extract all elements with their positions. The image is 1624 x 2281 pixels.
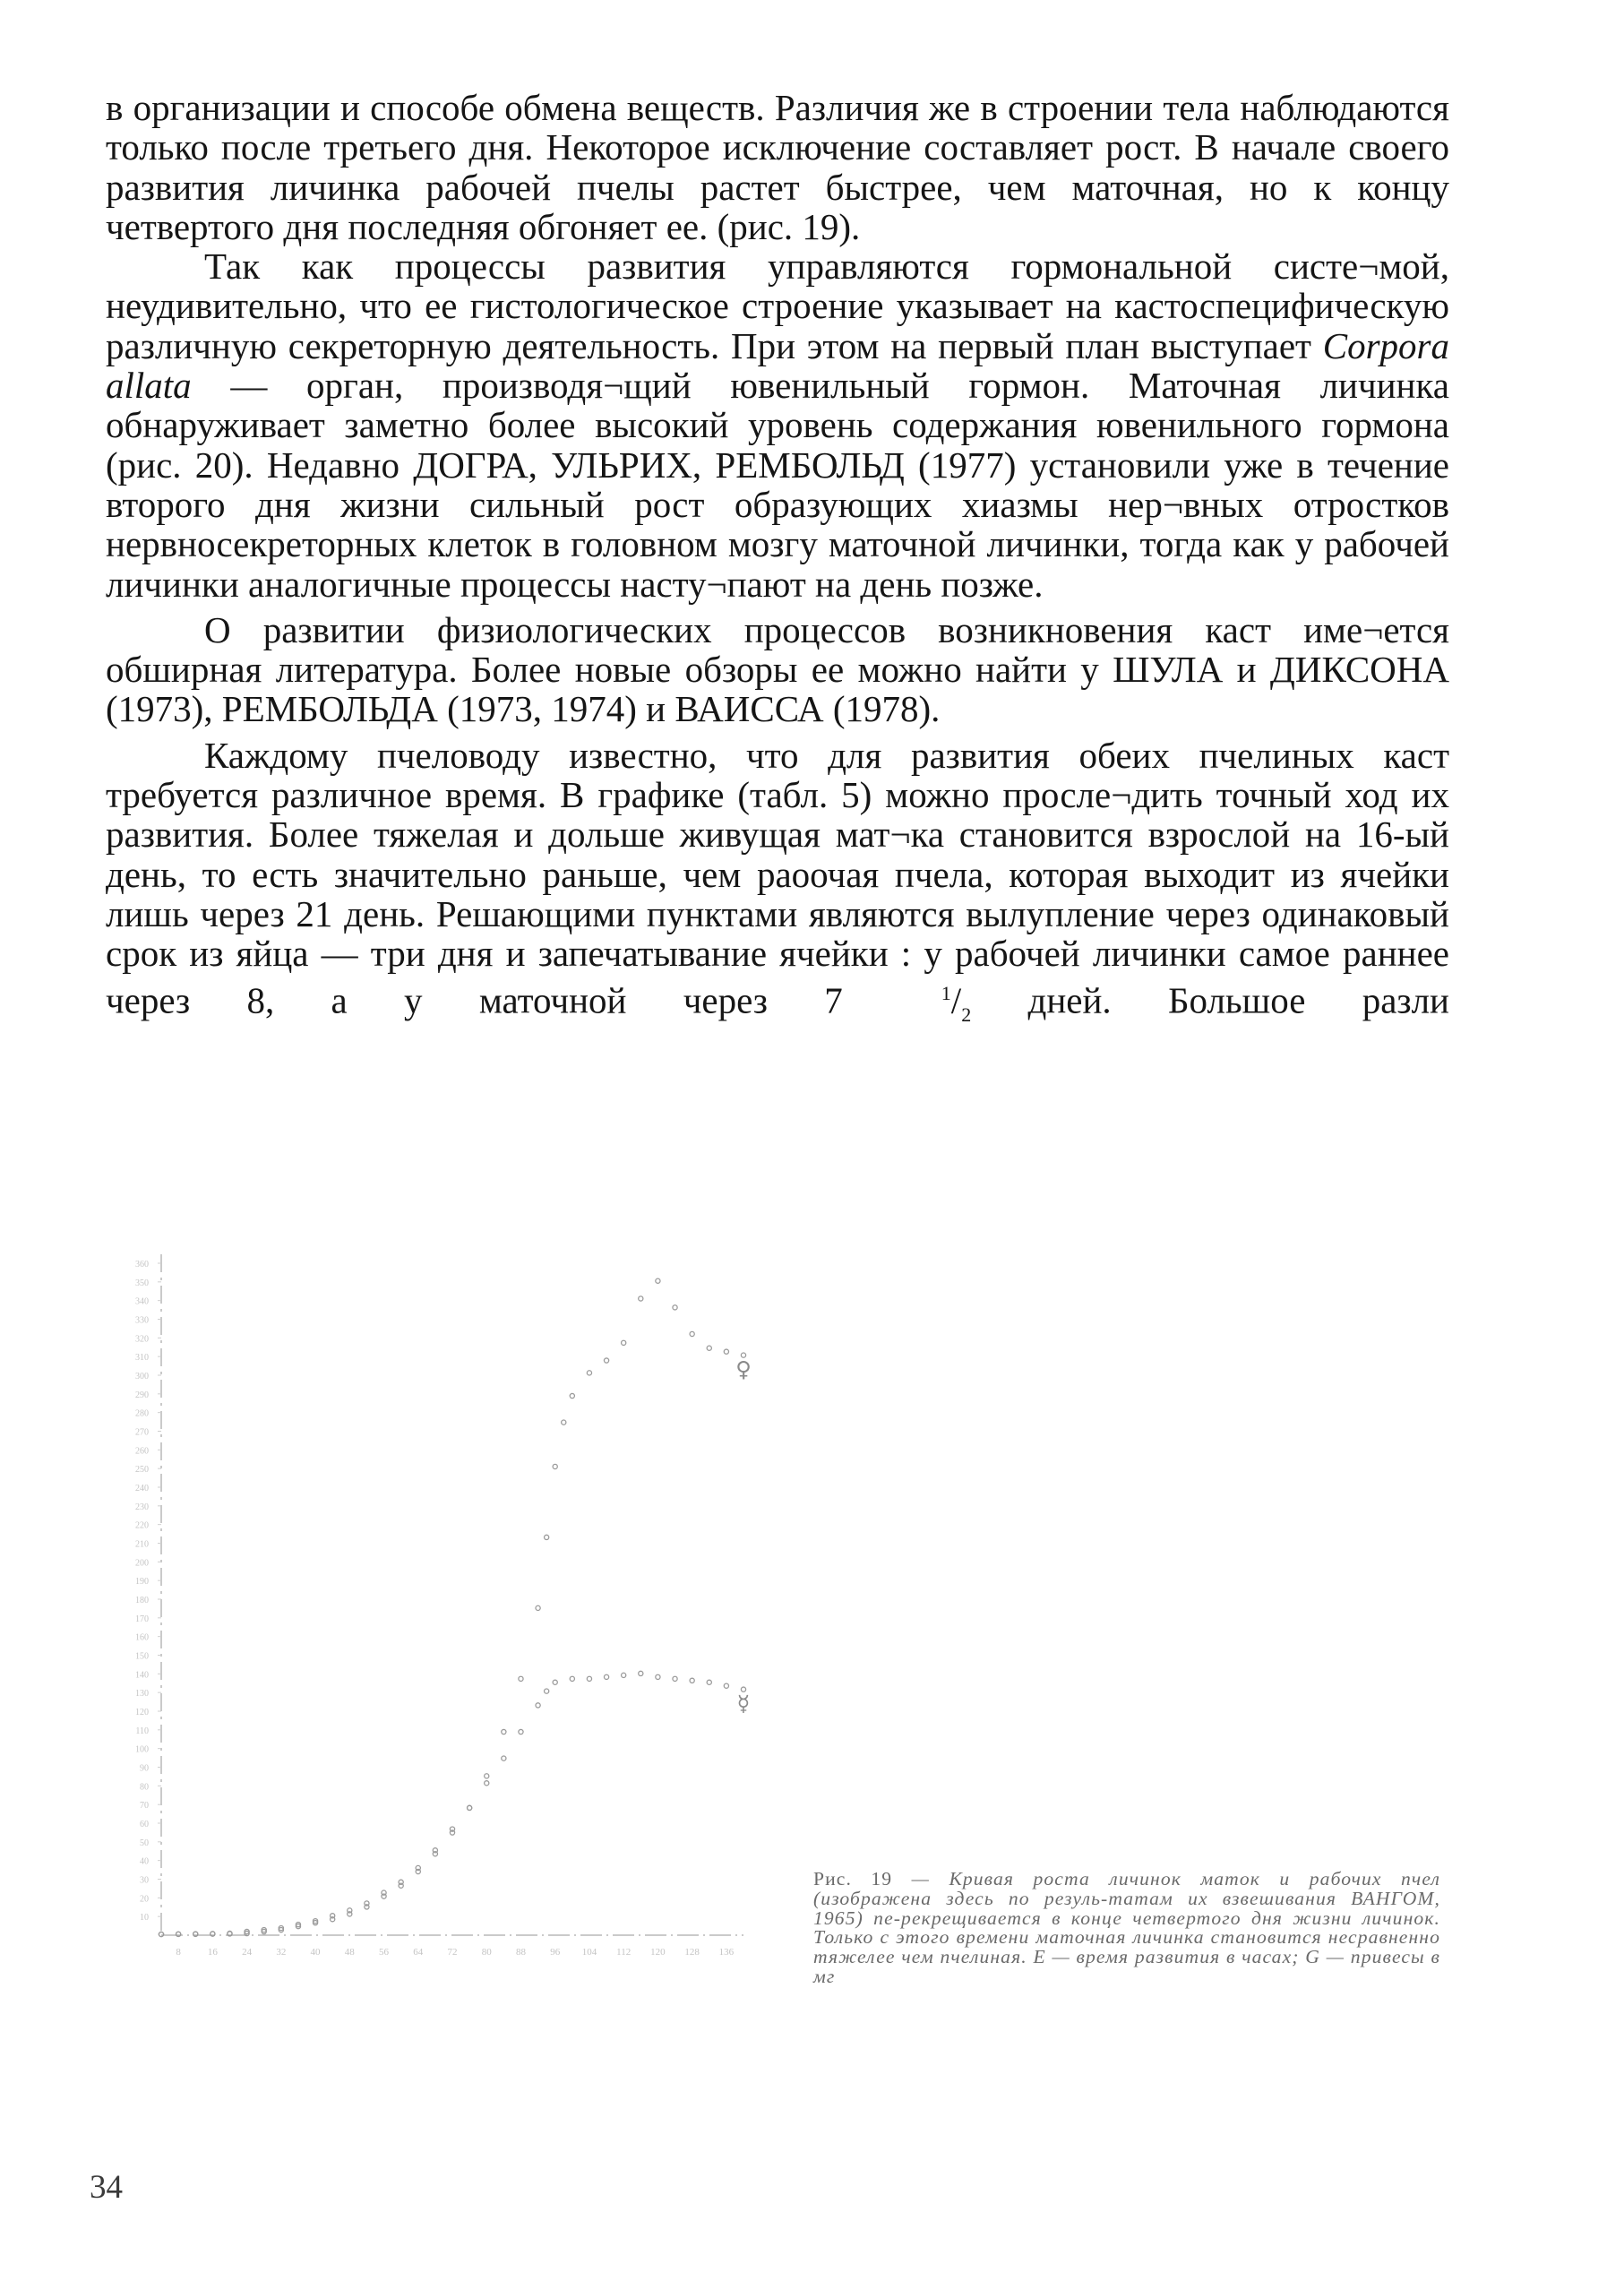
queen-series-point: [545, 1535, 549, 1539]
x-tick-label: 112: [616, 1947, 632, 1958]
y-tick-label: 220: [135, 1520, 149, 1531]
queen-series-point: [570, 1393, 574, 1398]
worker-series-point: [570, 1676, 574, 1681]
fraction-numerator: 1: [941, 981, 951, 1004]
x-tick-label: 24: [242, 1947, 253, 1958]
y-tick-label: 260: [135, 1446, 149, 1457]
page-number: 34: [90, 2169, 123, 2206]
caption-text: — Кривая роста личинок маток и рабочих пчел (изображена здесь по резуль-татам их взвешивания ВАНГОМ, 1965) пе-рекрещивается в конце четвертого дня жизни личинок. Только с этого времени маточная личинка становится несравненно тяжелее чем пчелиная. Е — время развития в часах; G — привесы в мг: [813, 1868, 1440, 1987]
paragraph-1: в организации и способе обмена веществ. Различия же в строении тела наблюдаются только после третьего дня. Некоторое исключение составляет рост. В начале своего развития личинка рабочей пчелы растет быстрее, чем маточная, но к концу четвертого дня последняя обгоняет ее. (рис. 19).: [106, 87, 1449, 247]
queen-series-point: [587, 1371, 591, 1375]
worker-series-point: [485, 1781, 489, 1786]
y-tick-label: 100: [135, 1744, 149, 1755]
worker-series-point: [622, 1673, 626, 1677]
y-tick-label: 300: [135, 1372, 149, 1382]
y-tick-label: 230: [135, 1502, 149, 1512]
y-tick-label: 80: [140, 1782, 149, 1793]
growth-curve-figure: [81, 1236, 779, 2043]
queen-series-point: [604, 1358, 608, 1363]
y-tick-label: 190: [135, 1577, 149, 1588]
queen-series-point: [536, 1605, 540, 1610]
y-tick-label: 140: [135, 1670, 149, 1681]
x-tick-label: 104: [581, 1947, 597, 1958]
y-tick-label: 60: [140, 1820, 149, 1829]
worker-series-point: [587, 1676, 591, 1681]
body-text: [106, 88, 1449, 1035]
y-tick-label: 170: [135, 1614, 149, 1624]
x-tick-label: 72: [447, 1947, 458, 1958]
worker-series-point: [519, 1729, 523, 1734]
worker-series-point: [673, 1676, 677, 1681]
worker-series-point: [656, 1674, 660, 1679]
paragraph-4-start: Каждому пчеловоду известно, что для развития обеих пчелиных каст требуется различное время. В графике (табл. 5) можно просле¬дить точный ход их развития. Более тяжелая и дольше живущая мат¬ка становится взрослой на 16-ый день, то есть значительно раньше, чем раоочая пчела, которая выходит из ячейки лишь через 21 день. Решающими пунктами являются вылупление через одинаковый срок из яйца — три дня и запечатывание ячейки : у рабочей личинки самое раннее через 8, а у маточной через 7: [106, 734, 1449, 1021]
worker-series-point: [604, 1674, 608, 1679]
fraction-one-half: [843, 974, 971, 1035]
y-tick-label: 290: [135, 1390, 149, 1400]
y-tick-label: 130: [135, 1689, 149, 1700]
paragraph-2-start: Так как процессы развития управляются гормональной систе¬мой, неудивительно, что ее гистологическое строение указывает на кастоспецифическую различную секреторную деятельность. При этом на первый план выступает: [106, 245, 1449, 366]
y-tick-label: 110: [135, 1726, 149, 1736]
worker-series-point: [159, 1932, 163, 1936]
paragraph-2-end: — орган, производя¬щий ювенильный гормон. Маточная личинка обнаруживает заметно более высокий уровень содержания ювенильного гормона (рис. 20). Недавно ДОГРА, УЛЬРИХ, РЕМБОЛЬД (1977) установили уже в течение второго дня жизни сильный рост образующих хиазмы нер¬вных отростков нервносекреторных клеток в головном мозгу маточной личинки, тогда как у рабочей личинки аналогичные процессы насту¬пают на день позже.: [106, 365, 1449, 605]
queen-series-point: [553, 1464, 557, 1468]
worker-symbol-label: ☿: [736, 1691, 751, 1717]
x-tick-label: 40: [310, 1947, 321, 1958]
y-tick-label: 280: [135, 1408, 149, 1419]
queen-symbol-label: ♀: [735, 1356, 752, 1382]
y-tick-label: 320: [135, 1334, 149, 1345]
y-tick-label: 150: [135, 1651, 149, 1662]
x-tick-label: 80: [481, 1947, 492, 1958]
worker-series-point: [502, 1756, 506, 1760]
y-tick-label: 240: [135, 1484, 149, 1493]
queen-series-point: [562, 1420, 566, 1425]
queen-series-point: [656, 1278, 660, 1283]
y-tick-label: 40: [140, 1856, 149, 1867]
paragraph-4: [106, 736, 1449, 1035]
x-tick-label: 96: [550, 1947, 561, 1958]
y-tick-label: 250: [135, 1465, 149, 1476]
x-tick-label: 128: [684, 1947, 700, 1958]
growth-chart: [81, 1236, 779, 2043]
x-tick-label: 88: [515, 1947, 526, 1958]
x-tick-label: 8: [176, 1947, 181, 1958]
queen-series-point: [622, 1340, 626, 1345]
y-tick-label: 10: [140, 1913, 149, 1924]
worker-series-point: [536, 1703, 540, 1708]
fraction-slash: /: [950, 979, 962, 1021]
worker-series-point: [690, 1678, 694, 1683]
y-tick-label: 120: [135, 1708, 149, 1717]
y-tick-label: 360: [135, 1260, 149, 1270]
queen-series-point: [519, 1676, 523, 1681]
y-tick-label: 90: [140, 1763, 149, 1774]
paragraph-3: О развитии физиологических процессов возникновения каст име¬ется обширная литература. Более новые обзоры ее можно найти у ШУЛА и ДИКСОНА (1973), РЕМБОЛЬДА (1973, 1974) и ВАИССА (1978).: [106, 608, 1449, 730]
y-tick-label: 310: [135, 1353, 149, 1364]
queen-series-point: [639, 1296, 643, 1301]
y-tick-label: 50: [140, 1838, 149, 1848]
y-tick-label: 30: [140, 1875, 149, 1886]
y-tick-label: 210: [135, 1539, 149, 1550]
y-tick-label: 180: [135, 1596, 149, 1605]
y-tick-label: 70: [140, 1801, 149, 1812]
corpora-allata-term: Corpora allata: [106, 324, 1449, 407]
queen-series-point: [707, 1346, 711, 1350]
x-tick-label: 16: [207, 1947, 218, 1958]
x-tick-label: 32: [276, 1947, 287, 1958]
queen-series-point: [485, 1774, 489, 1778]
worker-series-point: [553, 1680, 557, 1684]
queen-series-point: [502, 1729, 506, 1734]
y-tick-label: 350: [135, 1278, 149, 1288]
y-tick-label: 160: [135, 1632, 149, 1643]
x-tick-label: 120: [650, 1947, 666, 1958]
y-tick-label: 330: [135, 1315, 149, 1326]
y-tick-label: 200: [135, 1558, 149, 1569]
caption-paragraph: [813, 1870, 1440, 1987]
worker-series-point: [545, 1689, 549, 1693]
x-tick-label: 48: [344, 1947, 355, 1958]
worker-series-point: [468, 1805, 472, 1810]
queen-series-point: [673, 1305, 677, 1310]
y-tick-label: 270: [135, 1427, 149, 1438]
caption-label: Рис. 19: [813, 1868, 893, 1889]
x-tick-label: 56: [379, 1947, 390, 1958]
y-tick-label: 20: [140, 1894, 149, 1905]
fraction-denominator: 2: [961, 1003, 972, 1026]
y-tick-label: 340: [135, 1296, 149, 1307]
worker-series-point: [707, 1680, 711, 1684]
x-tick-label: 64: [413, 1947, 424, 1958]
figure-caption: [813, 1870, 1440, 1987]
x-tick-label: 136: [718, 1947, 735, 1958]
queen-series-point: [724, 1349, 728, 1354]
worker-series-point: [639, 1671, 643, 1675]
paragraph-2: [106, 246, 1449, 604]
queen-series-point: [690, 1331, 694, 1336]
paragraph-4-end: дней. Большое разли: [971, 979, 1449, 1021]
worker-series-point: [724, 1683, 728, 1688]
